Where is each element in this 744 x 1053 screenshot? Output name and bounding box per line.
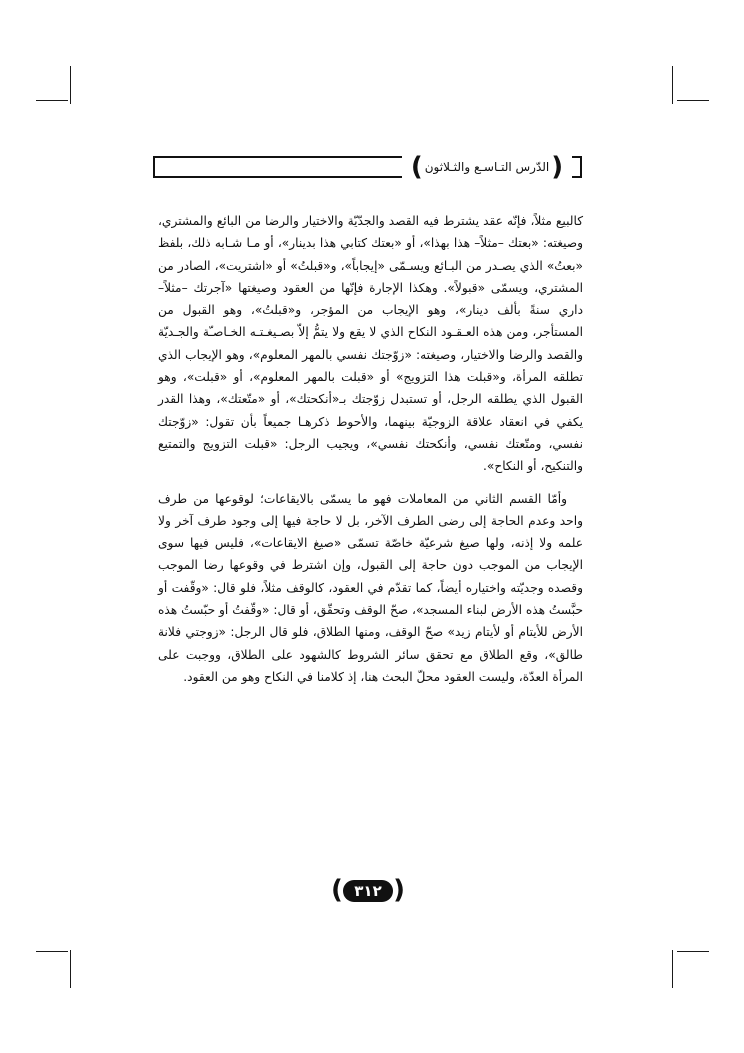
crop-mark-bottom-right [672,950,673,988]
running-header [402,150,572,184]
crop-mark-bottom-left-h [36,951,68,952]
page-number: ٣١٢ [354,882,382,900]
page-number-left-cap: ( [331,875,343,905]
page-number-right-cap: ) [393,875,405,905]
page-number-ornament [333,877,403,905]
crop-mark-bottom-left [70,950,71,988]
crop-mark-top-left-h [36,100,68,101]
crop-mark-bottom-right-h [677,951,709,952]
crop-mark-top-left [70,66,71,104]
crop-mark-top-right [672,66,673,104]
paragraph-1: كالبيع مثلاً، فإنّه عقد يشترط فيه القصد والجدّيّة والاختيار والرضا من البائع والمشتري، وصيغته: «بعتك –مثلاً– هذا بهذا»، أو «بعتك كتابي هذا بدينار»، أو مـا شـابه ذلك، بلفظ «بعتُ» الذي يصـدر من البـائع ويسـمّى «إيجاباً»، و«قبلتُ» أو «اشتريت»، الصادر من المشتري، ويسمّى «قبولاً». وهكذا الإجارة فإنّها من العقود وصيغتها «آجرتك –مثلاً– داري سنةً بألف دينار»، وهو الإيجاب من المؤجر، و«قبلتُ»، وهو القبول من المستأجر، ومن هذه العـقـود النكاح الذي لا يقع ولا يتمُّ إلاّ بصـيغـتـه الخـاصـّة والجـديّة والقصد والرضا والاختيار، وصيغته: «زوّجتك نفسي بالمهر المعلوم»، وهو الإيجاب الذي تطلقه المرأة، و«قبلت هذا التزويج» أو «قبلت بالمهر المعلوم»، أو «قبلت»، وهو القبول الذي يطلقه الرجل، أو تستبدل زوّجتك بـ«أنكحتك»، أو «متّعتك»، وهذا القدر يكفي في انعقاد علاقة الزوجيّة بينهما، والأحوط ذكرهـا جميعاً بأن تقول: «زوّجتك نفسي، ومتّعتك نفسي، وأنكحتك نفسي»، ويجيب الرجل: «قبلت التزويج والتمتيع والتنكيح، أو النكاح». [158,214,583,474]
crop-mark-top-right-h [677,100,709,101]
header-open-paren: ( [551,152,564,182]
header-title: الدّرس التـاسـع والثـلاثون [424,160,550,174]
header-close-paren: ) [410,152,423,182]
body-text [158,210,583,688]
paragraph-2: وأمّا القسم الثاني من المعاملات فهو ما يسمّى بالايقاعات؛ لوقوعها من طرف واحد وعدم الحاجة إلى رضى الطرف الآخر، بل لا حاجة فيها إلى وجود طرف آخر ولا علمه ولا إذنه، ولها صيغ شرعيّة خاصّة تسمّى «صيغ الايقاعات»، فليس فيها سوى الإيجاب من الموجب دون حاجة إلى القبول، وإن اشترط في وقوعها رضا الموجب وقصده وجديّته واختياره أيضاً، كما تقدّم في العقود، كالوقف مثلاً، فلو قال: «وقّفت أو حبَّستُ هذه الأرض لبناء المسجد»، صحّ الوقف وتحقّق، أو قال: «وقّفتُ أو حبّستُ هذه الأرض للأيتام أو لأيتام زيد» صحّ الوقف، ومنها الطلاق، فلو قال الرجل: «زوجتي فلانة طالق»، وقع الطلاق مع تحقق سائر الشروط كالشهود على الطلاق، ووجبت على المرأة العدّة، وليست العقود محلّ البحث هنا، إذ كلامنا في النكاح وهو من العقود. [158,491,583,684]
